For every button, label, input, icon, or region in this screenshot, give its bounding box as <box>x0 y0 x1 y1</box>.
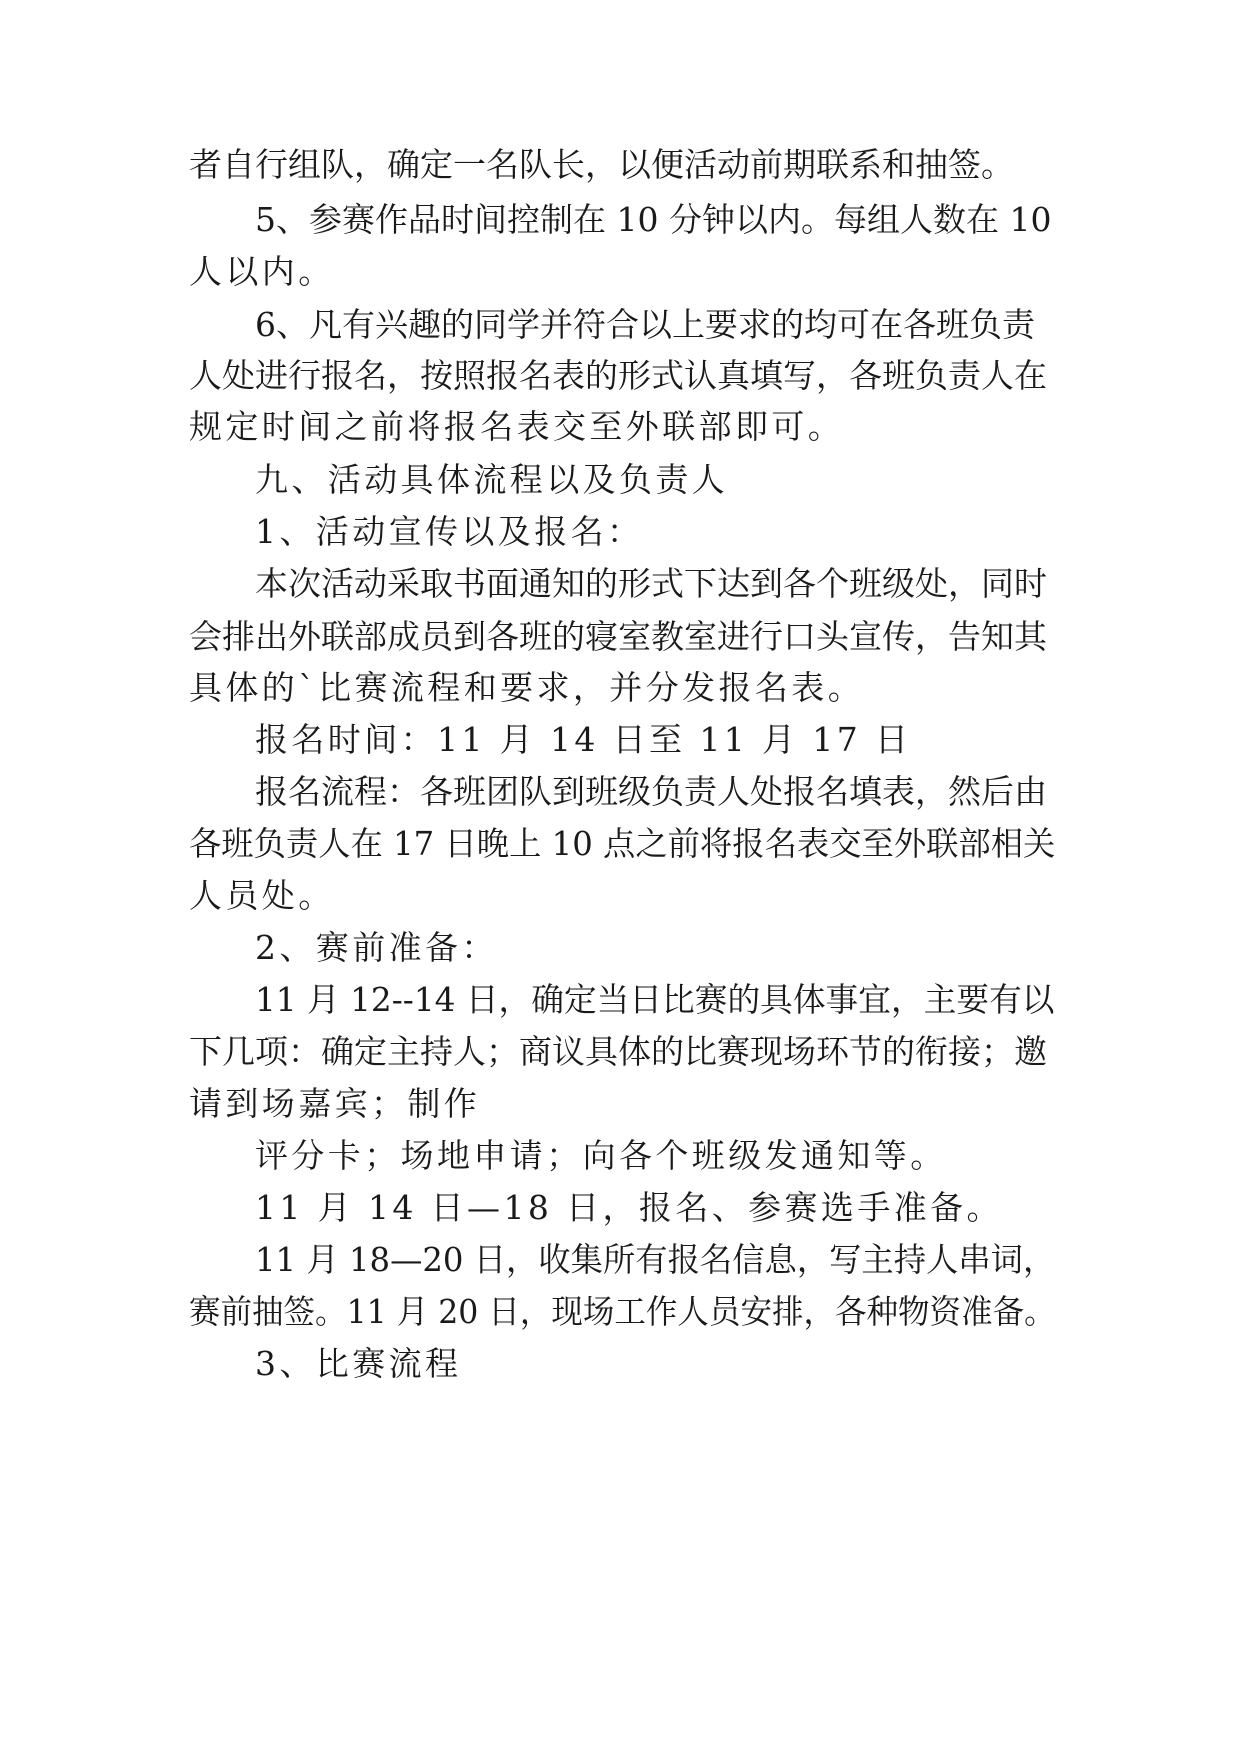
paragraph-line: 报名时间：11 月 14 日至 11 月 17 日 <box>255 720 912 759</box>
paragraph-line: 本次活动采取书面通知的形式下达到各个班级处，同时 <box>255 564 1047 603</box>
paragraph-line: 报名流程：各班团队到班级负责人处报名填表，然后由 <box>255 772 1047 811</box>
subsection-heading: 3、比赛流程 <box>255 1344 462 1383</box>
paragraph-line: 会排出外联部成员到各班的寝室教室进行口头宣传，告知其 <box>189 617 1047 656</box>
paragraph-line: 赛前抽签。11 月 20 日，现场工作人员安排，各种物资准备。 <box>189 1292 1056 1331</box>
paragraph-line: 人以内。 <box>189 252 335 291</box>
subsection-heading: 2、赛前准备： <box>255 928 498 967</box>
paragraph-line: 5、参赛作品时间控制在 10 分钟以内。每组人数在 10 <box>255 200 1052 239</box>
paragraph-line: 评分卡；场地申请；向各个班级发通知等。 <box>255 1136 947 1175</box>
paragraph-line: 11 月 12--14 日，确定当日比赛的具体事宜，主要有以 <box>255 980 1055 1019</box>
paragraph-line: 6、凡有兴趣的同学并符合以上要求的均可在各班负责 <box>255 305 1035 344</box>
paragraph-line: 规定时间之前将报名表交至外联部即可。 <box>189 407 845 446</box>
paragraph-line: 各班负责人在 17 日晚上 10 点之前将报名表交至外联部相关 <box>189 824 1056 863</box>
paragraph-line: 具体的`比赛流程和要求，并分发报名表。 <box>189 668 865 707</box>
paragraph-line: 下几项：确定主持人；商议具体的比赛现场环节的衔接；邀 <box>189 1032 1047 1071</box>
paragraph-line: 11 月 18—20 日，收集所有报名信息，写主持人串词， <box>255 1240 1056 1279</box>
paragraph-line: 者自行组队，确定一名队长，以便活动前期联系和抽签。 <box>189 145 1014 184</box>
paragraph-line: 11 月 14 日—18 日，报名、参赛选手准备。 <box>255 1188 1003 1227</box>
section-heading: 九、活动具体流程以及负责人 <box>255 460 729 499</box>
subsection-heading: 1、活动宣传以及报名： <box>255 512 644 551</box>
paragraph-line: 请到场嘉宾；制作 <box>189 1084 481 1123</box>
paragraph-line: 人处进行报名，按照报名表的形式认真填写，各班负责人在 <box>189 356 1047 395</box>
paragraph-line: 人员处。 <box>189 876 335 915</box>
